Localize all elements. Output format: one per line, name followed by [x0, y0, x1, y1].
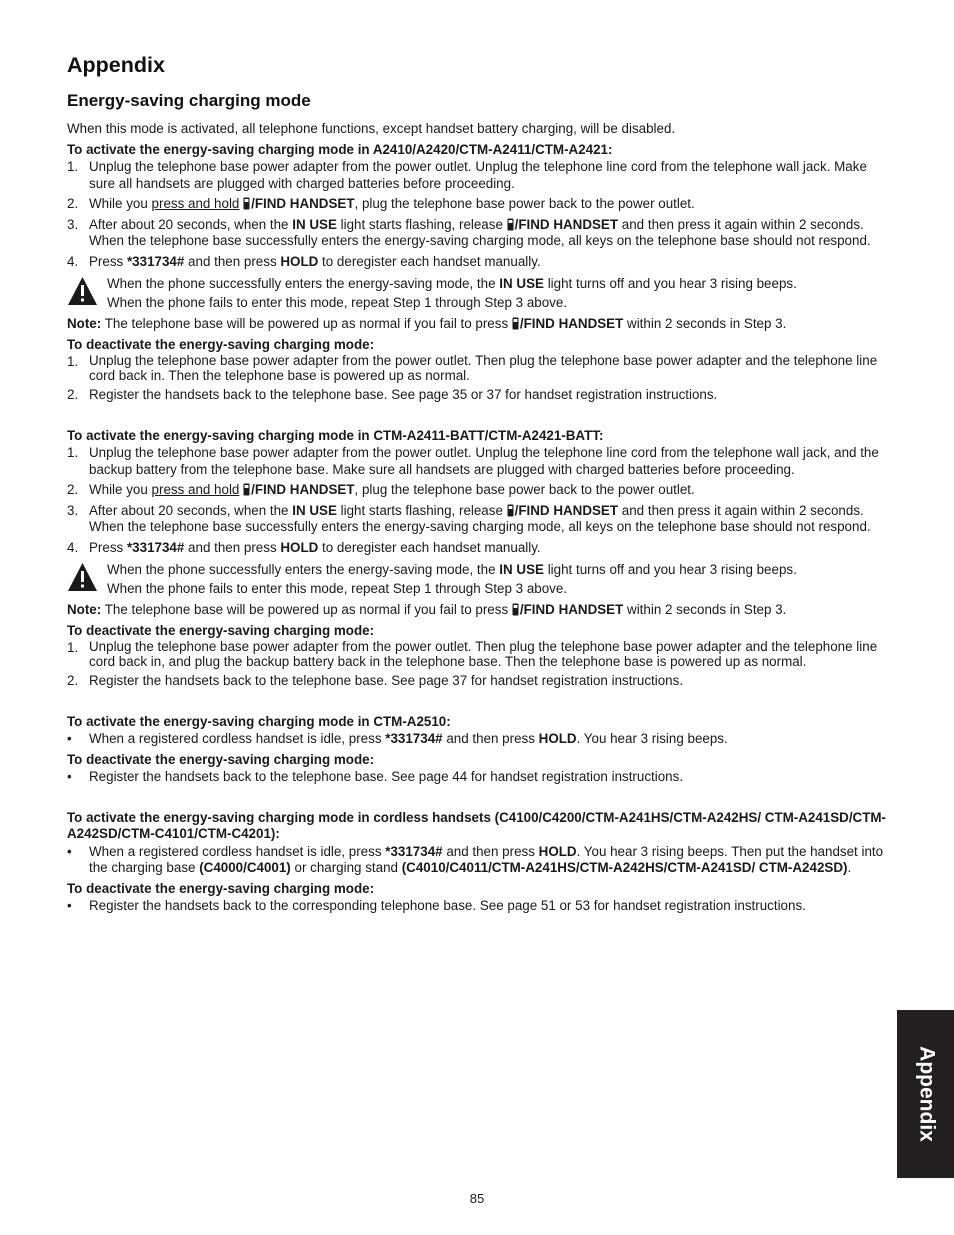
- list-item: • Register the handsets back to the telephone base. See page 44 for handset registration instructions.: [67, 769, 684, 784]
- list-item: 3. After about 20 seconds, when the IN USE light starts flashing, release /FIND HANDSET and then press it again within 2 seconds. When the telephone base successfully enters the energy-saving charging mode, all keys on the telephone base should not respond.: [67, 216, 871, 248]
- section3-heading: To activate the energy-saving charging mode in CTM-A2510:: [67, 713, 451, 729]
- note: Note: The telephone base will be powered up as normal if you fail to press /FIND HANDSET within 2 seconds in Step 3.: [67, 316, 787, 331]
- deactivate-heading: To deactivate the energy-saving charging mode:: [67, 336, 375, 352]
- section2-heading: To activate the energy-saving charging mode in CTM-A2411-BATT/CTM-A2421-BATT:: [67, 427, 604, 443]
- section-title: Energy-saving charging mode: [67, 91, 311, 110]
- list-item: 4. Press *331734# and then press HOLD to deregister each handset manually.: [67, 253, 541, 269]
- handset-icon: [512, 317, 519, 330]
- section4-deactivate-bullets: [67, 898, 892, 915]
- list-item: • When a registered cordless handset is idle, press *331734# and then press HOLD. You hear 3 rising beeps.: [67, 731, 728, 746]
- appendix-side-tab: [897, 1010, 954, 1178]
- list-item: 1. Unplug the telephone base power adapter from the power outlet. Then plug the telephone base power adapter and the telephone line cord back in, and plug the backup battery back in the telephone base. Then the telephone base is powered up as normal.: [67, 639, 878, 669]
- page-content: [67, 52, 892, 919]
- list-item: 2. While you press and hold /FIND HANDSET, plug the telephone base power back to the power outlet.: [67, 196, 695, 211]
- warning-icon: [67, 562, 98, 592]
- section4-bullets: [67, 844, 892, 877]
- deactivate-heading: To deactivate the energy-saving charging mode:: [67, 622, 375, 638]
- side-tab-label: Appendix: [914, 1046, 938, 1142]
- warning-block: When the phone successfully enters the energy-saving mode, the IN USE light turns off and you hear 3 rising beeps. When the phone fails to enter this mode, repeat Step 1 through Step 3 above.: [67, 274, 892, 312]
- list-item: 1. Unplug the telephone base power adapter from the power outlet. Unplug the telephone line cord from the telephone wall jack, and the backup battery from the telephone base. Make sure all handsets are plugged with charged batteries before proceeding.: [67, 445, 879, 477]
- list-item: 2. While you press and hold /FIND HANDSET, plug the telephone base power back to the power outlet.: [67, 482, 695, 497]
- warning-block: When the phone successfully enters the energy-saving mode, the IN USE light turns off and you hear 3 rising beeps. When the phone fails to enter this mode, repeat Step 1 through Step 3 above.: [67, 560, 892, 598]
- handset-icon: [507, 504, 514, 517]
- page-number: 85: [469, 1191, 485, 1206]
- section1-steps: [67, 159, 892, 270]
- section2-steps: [67, 445, 892, 556]
- list-item: • When a registered cordless handset is idle, press *331734# and then press HOLD. You hear 3 rising beeps. Then put the handset into the charging base (C4000/C4001) or charging stand (C4010/C4011/CTM-A241HS/CTM-A242HS/CTM-A241SD/ CTM-A242SD).: [67, 843, 884, 875]
- deactivate-heading: To deactivate the energy-saving charging mode:: [67, 880, 375, 896]
- section4-heading: To activate the energy-saving charging mode in cordless handsets (C4100/C4200/CTM-A241HS/CTM-A242HS/ CTM-A241SD/CTM-A242SD/CTM-C4101/CTM-C4201):: [67, 809, 887, 841]
- list-item: 1. Unplug the telephone base power adapter from the power outlet. Then plug the telephone base power adapter and the telephone line cord back in. Then the telephone base is powered up as normal.: [67, 353, 878, 383]
- list-item: 2. Register the handsets back to the telephone base. See page 35 or 37 for handset registration instructions.: [67, 387, 718, 402]
- list-item: 3. After about 20 seconds, when the IN USE light starts flashing, release /FIND HANDSET and then press it again within 2 seconds. When the telephone base successfully enters the energy-saving charging mode, all keys on the telephone base should not respond.: [67, 502, 871, 534]
- list-item: • Register the handsets back to the corresponding telephone base. See page 51 or 53 for handset registration instructions.: [67, 898, 806, 913]
- handset-icon: [512, 603, 519, 616]
- section1-deactivate-steps: [67, 354, 892, 404]
- section1-heading: To activate the energy-saving charging mode in A2410/A2420/CTM-A2411/CTM-A2421:: [67, 141, 613, 157]
- handset-icon: [243, 197, 250, 210]
- section2-deactivate-steps: [67, 640, 892, 690]
- handset-icon: [243, 483, 250, 496]
- section3-deactivate-bullets: [67, 769, 892, 786]
- deactivate-heading: To deactivate the energy-saving charging mode:: [67, 751, 375, 767]
- page-title: Appendix: [67, 53, 165, 77]
- section3-bullets: [67, 731, 892, 748]
- list-item: 1. Unplug the telephone base power adapter from the power outlet. Unplug the telephone line cord from the telephone wall jack. Make sure all handsets are plugged with charged batteries before proceeding.: [67, 159, 867, 191]
- warning-icon: [67, 276, 98, 306]
- note: Note: The telephone base will be powered up as normal if you fail to press /FIND HANDSET within 2 seconds in Step 3.: [67, 602, 787, 617]
- handset-icon: [507, 218, 514, 231]
- intro-text: When this mode is activated, all telephone functions, except handset battery charging, will be disabled.: [67, 121, 676, 136]
- list-item: 4. Press *331734# and then press HOLD to deregister each handset manually.: [67, 539, 541, 555]
- list-item: 2. Register the handsets back to the telephone base. See page 37 for handset registration instructions.: [67, 673, 684, 688]
